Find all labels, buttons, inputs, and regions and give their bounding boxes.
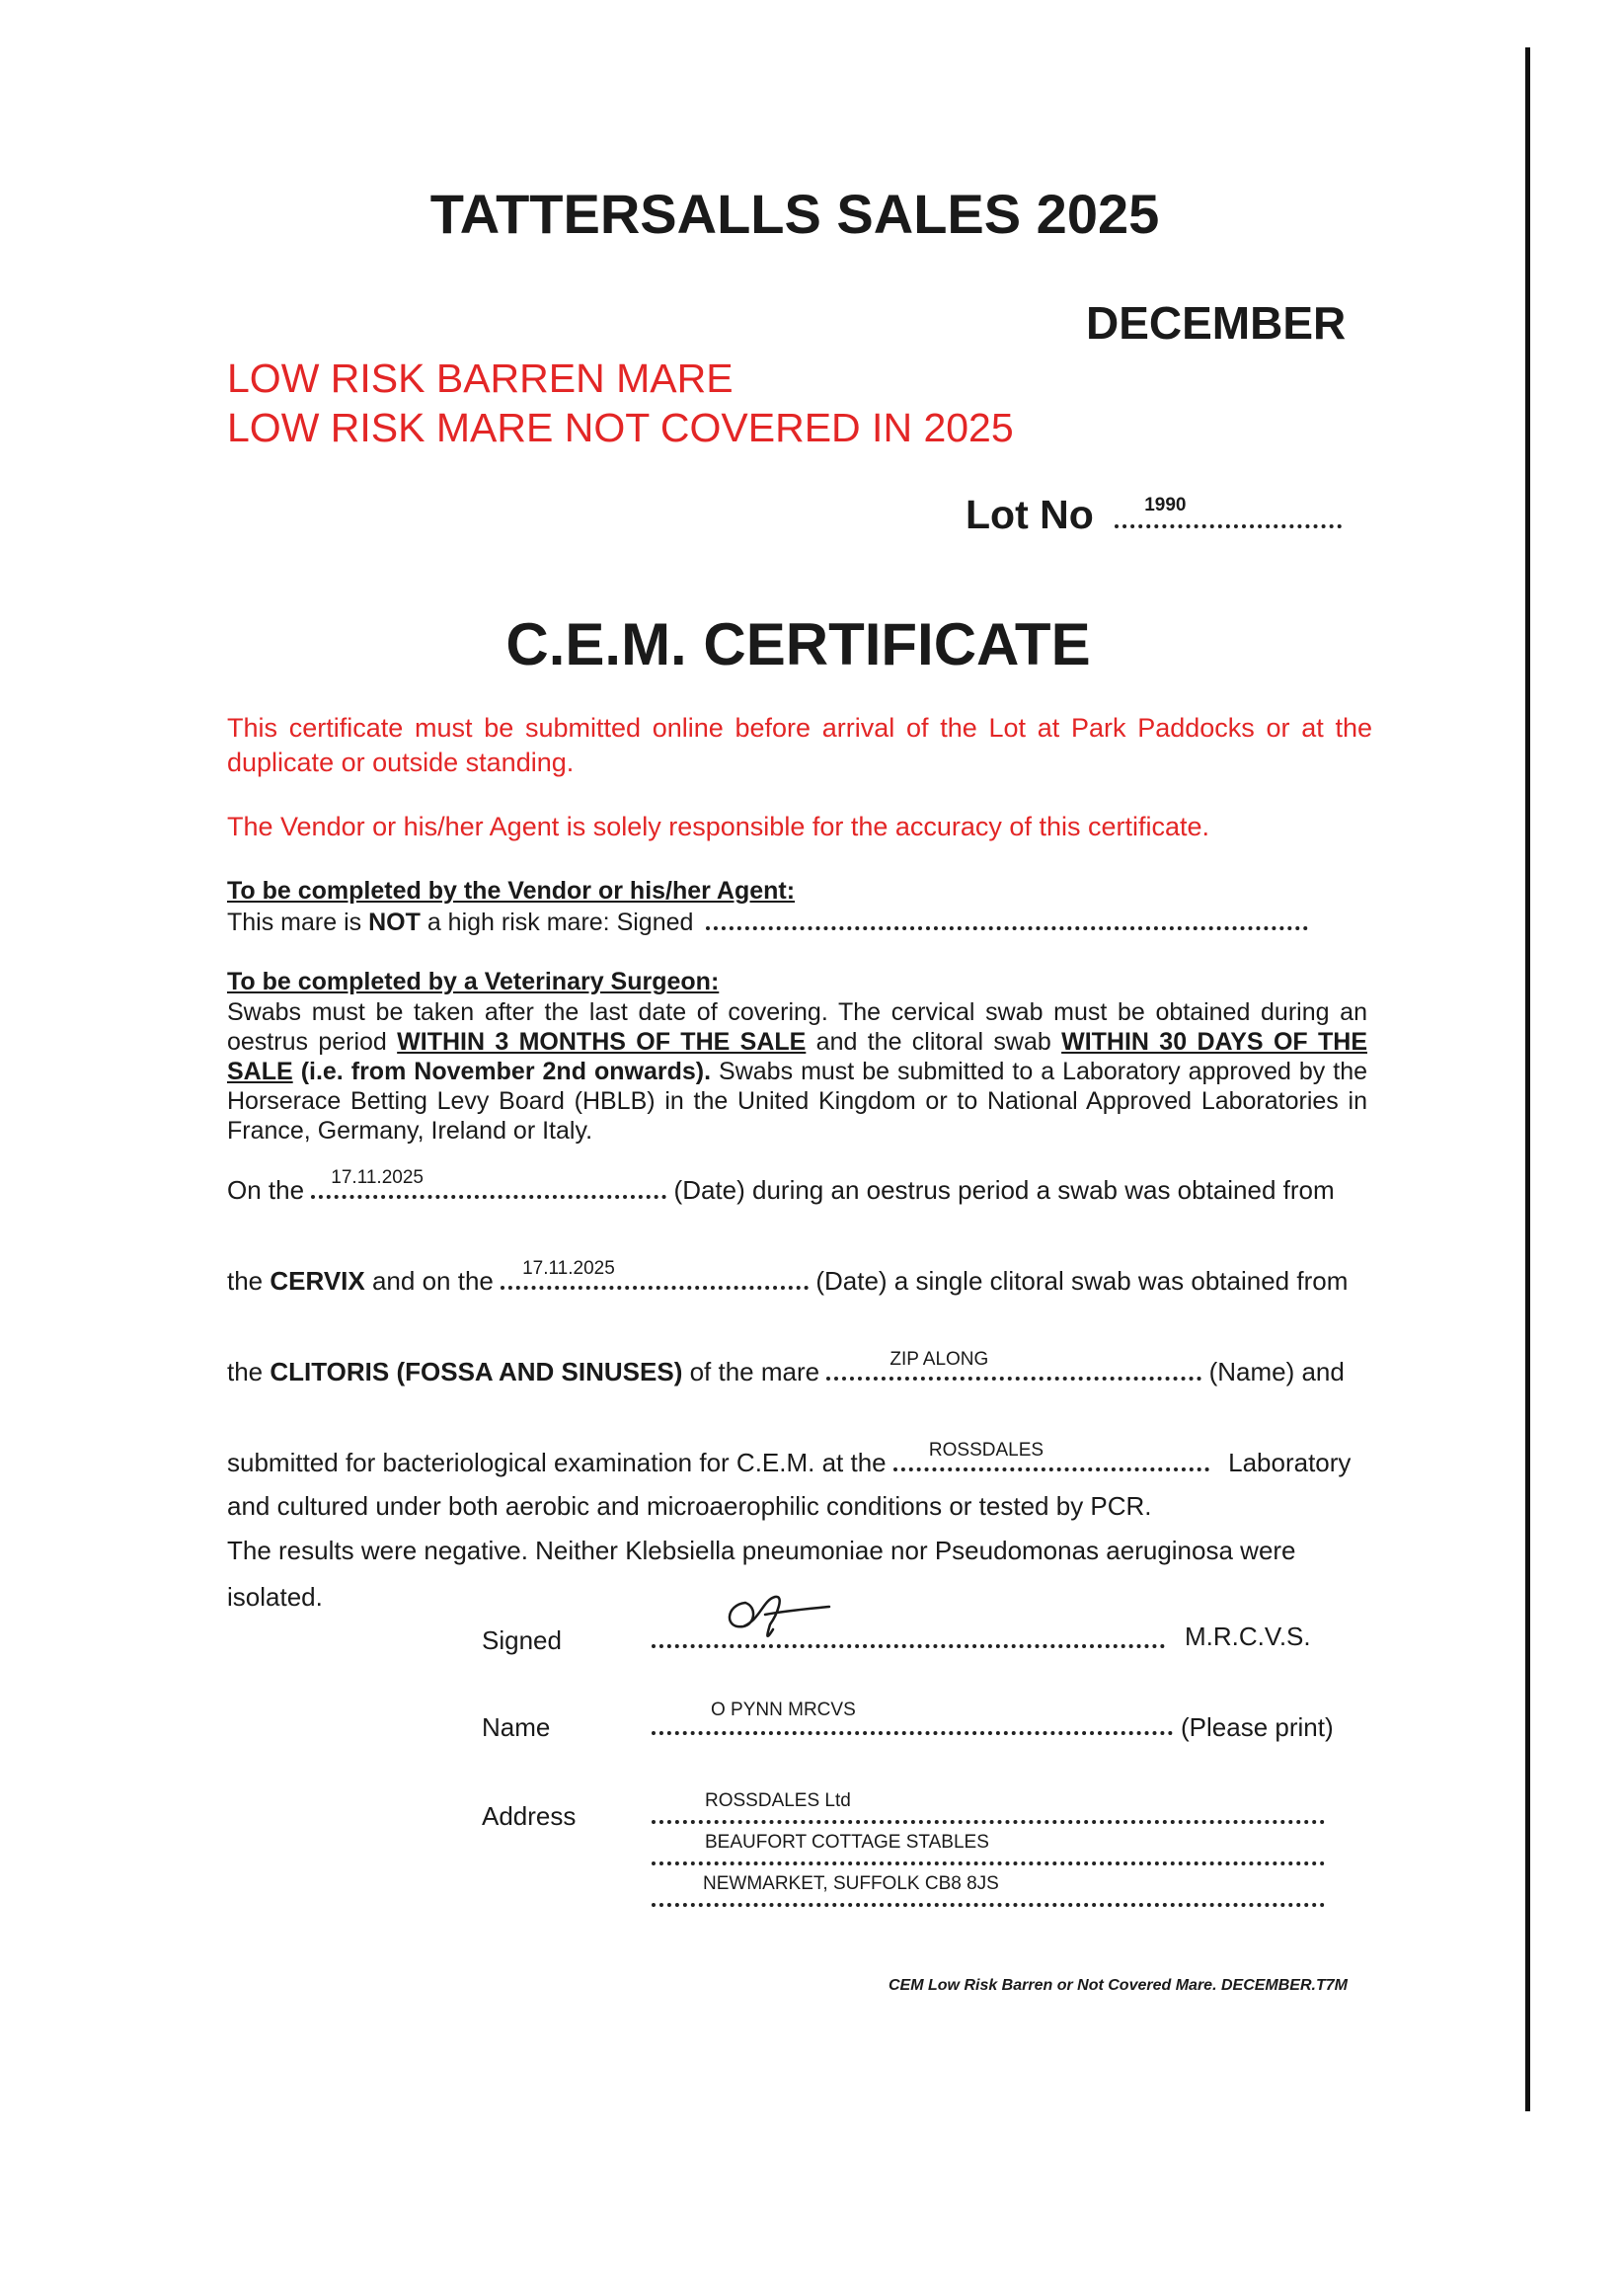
category-line-1: LOW RISK BARREN MARE xyxy=(227,356,734,401)
form-line-3-mid: of the mare xyxy=(689,1357,820,1386)
form-line-7: isolated. xyxy=(227,1582,323,1612)
mare-name-field[interactable] xyxy=(826,1349,1201,1381)
form-line-1 xyxy=(227,1167,1335,1206)
vet-signature-dots xyxy=(652,1644,1165,1648)
handwritten-signature xyxy=(716,1585,844,1644)
form-line-4-post: Laboratory xyxy=(1228,1448,1352,1477)
mrcvs-suffix: M.R.C.V.S. xyxy=(1185,1622,1311,1651)
form-line-3-pre: the xyxy=(227,1357,264,1386)
please-print-note: (Please print) xyxy=(1181,1712,1334,1742)
scan-edge-line xyxy=(1525,47,1530,2111)
laboratory-name: ROSSDALES xyxy=(928,1440,1044,1461)
name-label: Name xyxy=(482,1712,551,1742)
form-line-2-post: (Date) a single clitoral swab was obtained from xyxy=(815,1266,1349,1296)
cervix-date: 17.11.2025 xyxy=(331,1167,424,1188)
address-line-2: BEAUFORT COTTAGE STABLES xyxy=(705,1832,989,1853)
vendor-text-before: This mare is xyxy=(227,909,362,936)
mare-name: ZIP ALONG xyxy=(889,1349,989,1370)
address-line-1-field[interactable] xyxy=(652,1790,1325,1829)
laboratory-field[interactable] xyxy=(893,1440,1209,1471)
lot-value: 1990 xyxy=(1144,495,1187,515)
form-line-4 xyxy=(227,1440,1352,1478)
form-line-1-pre: On the xyxy=(227,1175,305,1205)
form-line-2 xyxy=(227,1258,1349,1297)
address-line-3-dots xyxy=(652,1873,1325,1907)
lot-label: Lot No xyxy=(966,492,1094,537)
form-line-5: and cultured under both aerobic and microaerophilic conditions or tested by PCR. xyxy=(227,1491,1152,1521)
address-line-3: NEWMARKET, SUFFOLK CB8 8JS xyxy=(703,1873,999,1894)
address-line-1: ROSSDALES Ltd xyxy=(705,1790,851,1811)
vendor-section-heading: To be completed by the Vendor or his/her Agent: xyxy=(227,877,796,905)
page-title: TATTERSALLS SALES 2025 xyxy=(429,183,1160,245)
form-line-3 xyxy=(227,1349,1345,1387)
address-line-3-field[interactable] xyxy=(652,1873,1325,1912)
vet-emphasis-3-months: WITHIN 3 MONTHS OF THE SALE xyxy=(397,1028,807,1056)
vet-name-field[interactable] xyxy=(652,1700,1173,1740)
vet-text-bold: (i.e. from November 2nd onwards). xyxy=(300,1058,712,1085)
vet-instructions xyxy=(227,997,1367,1146)
cervix-date-field[interactable] xyxy=(311,1167,666,1199)
form-line-6: The results were negative. Neither Klebsiella pneumoniae nor Pseudomonas aeruginosa were xyxy=(227,1536,1296,1565)
lot-dotted-line xyxy=(1115,495,1342,528)
vendor-text-after: a high risk mare: Signed xyxy=(426,909,694,936)
form-line-2-cervix: CERVIX xyxy=(270,1266,365,1296)
vet-text-2: and the clitoral swab xyxy=(815,1028,1051,1056)
address-line-2-field[interactable] xyxy=(652,1832,1325,1870)
clitoral-date-field[interactable] xyxy=(501,1258,809,1290)
clitoral-date: 17.11.2025 xyxy=(522,1258,615,1279)
lot-number-field xyxy=(966,492,1342,538)
vet-text-1: Swabs must be taken after the last date of covering. The cervical swab must be obtained during an oestrus period xyxy=(227,998,1367,1056)
address-label: Address xyxy=(482,1801,577,1831)
form-line-1-post: (Date) during an oestrus period a swab was obtained from xyxy=(673,1175,1335,1205)
form-line-3-post: (Name) and xyxy=(1208,1357,1345,1386)
address-line-2-dots xyxy=(652,1832,1325,1865)
submission-notice: This certificate must be submitted online before arrival of the Lot at Park Paddocks or at the duplicate or outside standing. xyxy=(227,713,1372,777)
sale-month: DECEMBER xyxy=(1086,297,1347,349)
signed-label: Signed xyxy=(482,1625,562,1655)
form-line-3-clitoris: CLITORIS (FOSSA AND SINUSES) xyxy=(270,1357,683,1386)
vendor-signature-line[interactable] xyxy=(706,926,1308,930)
form-line-4-pre: submitted for bacteriological examination for C.E.M. at the xyxy=(227,1448,887,1477)
vet-name-value: O PYNN MRCVS xyxy=(711,1700,856,1720)
responsibility-notice: The Vendor or his/her Agent is solely responsible for the accuracy of this certificate. xyxy=(227,812,1210,841)
form-line-2-mid: and on the xyxy=(371,1266,494,1296)
vendor-text-not: NOT xyxy=(368,909,421,936)
vet-text-3: Swabs must be submitted to a Laboratory approved by the Horserace Betting Levy Board (HBLB) in the United Kingdom or to National Approved Laboratories in France, Germany, Ireland or Italy. xyxy=(227,1058,1368,1145)
certificate-title: C.E.M. CERTIFICATE xyxy=(505,611,1091,677)
vet-name-dots xyxy=(652,1700,1173,1735)
category-line-2: LOW RISK MARE NOT COVERED IN 2025 xyxy=(227,405,1014,450)
vendor-declaration xyxy=(227,909,1308,937)
vet-section-heading: To be completed by a Veterinary Surgeon: xyxy=(227,968,720,995)
form-code: CEM Low Risk Barren or Not Covered Mare. DECEMBER.T7M xyxy=(889,1977,1348,1994)
form-line-2-pre: the xyxy=(227,1266,264,1296)
vet-emphasis-30-days: WITHIN 30 DAYS OF THE SALE xyxy=(227,1028,1367,1085)
address-line-1-dots xyxy=(652,1790,1325,1824)
